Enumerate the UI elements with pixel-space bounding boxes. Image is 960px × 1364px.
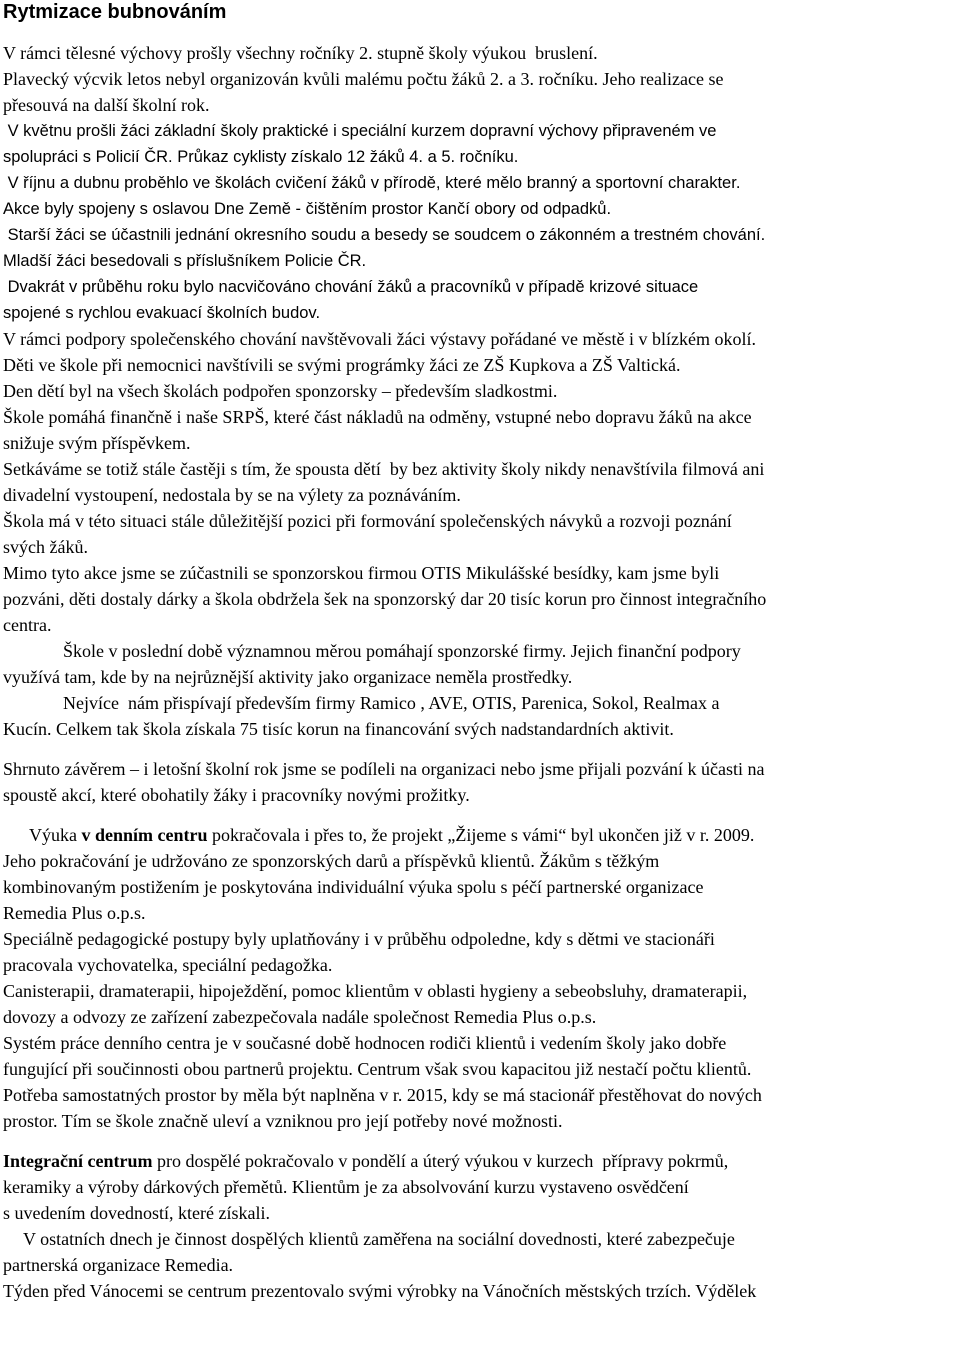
text-line: spolupráci s Policií ČR. Průkaz cyklisty získalo 12 žáků 4. a 5. ročníku. — [3, 148, 519, 166]
text-line: Integrační centrum pro dospělé pokračovalo v pondělí a úterý výukou v kurzech přípravy pokrmů, — [3, 1151, 729, 1171]
text-line: využívá tam, kde by na nejrůznější aktivity jako organizace neměla prostředky. — [3, 667, 573, 687]
text-line: V květnu prošli žáci základní školy praktické i speciální kurzem dopravní výchovy připraveném ve — [3, 122, 717, 140]
text-line: V ostatních dnech je činnost dospělých klientů zaměřena na sociální dovednosti, které zabezpečuje — [23, 1229, 735, 1249]
text-line: spojené s rychlou evakuací školních budov. — [3, 304, 321, 322]
text-line: V říjnu a dubnu proběhlo ve školách cvičení žáků v přírodě, které mělo branný a sportovní charakter. — [3, 174, 741, 192]
text-line: Mladší žáci besedovali s příslušníkem Policie ČR. — [3, 252, 367, 270]
text-line: Setkáváme se totiž stále častěji s tím, že spousta dětí by bez aktivity školy nikdy nenavštívila filmová ani — [3, 459, 765, 479]
text-line: pracovala vychovatelka, speciální pedagožka. — [3, 955, 333, 975]
document — [3, 0, 955, 1304]
text-line: spoustě akcí, které obohatily žáky i pracovníky novými prožitky. — [3, 785, 470, 805]
activities-section — [3, 326, 955, 808]
text-line: Nejvíce nám přispívají především firmy Ramico , AVE, OTIS, Parenica, Sokol, Realmax a — [63, 693, 720, 713]
text-line: Shrnuto závěrem – i letošní školní rok jsme se podíleli na organizaci nebo jsme přijali pozvání k účasti na — [3, 759, 765, 779]
text-line: partnerská organizace Remedia. — [3, 1255, 234, 1275]
text-line: Týden před Vánocemi se centrum prezentovalo svými výrobky na Vánočních městských trzích. Výdělek — [3, 1281, 757, 1301]
text-line: s uvedením dovedností, které získali. — [3, 1203, 270, 1223]
text-line: přesouvá na další školní rok. — [3, 95, 210, 115]
text-line: centra. — [3, 615, 52, 635]
text-line: Mimo tyto akce jsme se zúčastnili se sponzorskou firmou OTIS Mikulášské besídky, kam jsme byli — [3, 563, 720, 583]
text-line: Kucín. Celkem tak škola získala 75 tisíc korun na financování svých nadstandardních aktivit. — [3, 719, 674, 739]
text-line: Škole v poslední době významnou měrou pomáhají sponzorské firmy. Jejich finanční podpory — [63, 641, 741, 661]
text-line: Škole pomáhá finančně i naše SRPŠ, které část nákladů na odměny, vstupné nebo dopravu žáků na akce — [3, 407, 752, 427]
text-line: dovozy a odvozy ze zařízení zabezpečovala nadále společnost Remedia Plus o.p.s. — [3, 1007, 597, 1027]
text-line: pozváni, děti dostaly dárky a škola obdržela šek na sponzorský dar 20 tisíc korun pro činnost integračního — [3, 589, 767, 609]
sports-section — [3, 40, 955, 118]
text-line: Den dětí byl na všech školách podpořen sponzorsky – především sladkostmi. — [3, 381, 558, 401]
text-line: divadelní vystoupení, nedostala by se na výlety za poznáváním. — [3, 485, 461, 505]
text-line: prostor. Tím se škole značně uleví a vzniknou pro její potřeby nové možnosti. — [3, 1111, 563, 1131]
text-line: Jeho pokračování je udržováno ze sponzorských darů a příspěvků klientů. Žákům s těžkým — [3, 851, 660, 871]
text-line: kombinovaným postižením je poskytována individuální výuka spolu s péčí partnerské organizace — [3, 877, 704, 897]
text-line: fungující při součinnosti obou partnerů projektu. Centrum však svou kapacitou již nestačí počtu klientů. — [3, 1059, 752, 1079]
text-line: Speciálně pedagogické postupy byly uplatňovány i v průběhu odpoledne, kdy s dětmi ve stacionáři — [3, 929, 715, 949]
traffic-section — [3, 118, 955, 326]
text-line: keramiky a výroby dárkových přemětů. Klientům je za absolvování kurzu vystaveno osvědčení — [3, 1177, 689, 1197]
document-title: Rytmizace bubnováním — [3, 1, 227, 23]
text-line: Děti ve škole při nemocnici navštívili se svými prográmky žáci ze ZŠ Kupkova a ZŠ Valtická. — [3, 355, 681, 375]
day-center-section — [3, 822, 955, 1134]
text-line: Starší žáci se účastnili jednání okresního soudu a besedy se soudcem o zákonném a trestném chování. — [3, 226, 766, 244]
text-line: V rámci tělesné výchovy prošly všechny ročníky 2. stupně školy výukou bruslení. — [3, 43, 598, 63]
text-line: Remedia Plus o.p.s. — [3, 903, 146, 923]
text-line: Akce byly spojeny s oslavou Dne Země - čištěním prostor Kančí obory od odpadků. — [3, 200, 612, 218]
text-line: Dvakrát v průběhu roku bylo nacvičováno chování žáků a pracovníků v případě krizové situace — [3, 278, 699, 296]
text-line: Canisterapii, dramaterapii, hipoježdění, pomoc klientům v oblasti hygieny a sebeobsluhy, dramaterapii, — [3, 981, 748, 1001]
integration-center-section — [3, 1148, 955, 1304]
day-center-label: v denním centru — [81, 825, 208, 845]
text-line: snižuje svým příspěvkem. — [3, 433, 191, 453]
text-line: Plavecký výcvik letos nebyl organizován kvůli malému počtu žáků 2. a 3. ročníku. Jeho realizace se — [3, 69, 724, 89]
integration-center-label: Integrační centrum — [3, 1151, 153, 1171]
text-line: Výuka v denním centru pokračovala i přes to, že projekt „Žijeme s vámi“ byl ukončen již v r. 2009. — [29, 825, 755, 845]
text-line: Škola má v této situaci stále důležitější pozici při formování společenských návyků a rozvoji poznání — [3, 511, 732, 531]
text-line: Potřeba samostatných prostor by měla být naplněna v r. 2015, kdy se má stacionář přestěhovat do nových — [3, 1085, 762, 1105]
text-line: svých žáků. — [3, 537, 88, 557]
text-line: V rámci podpory společenského chování navštěvovali žáci výstavy pořádané ve městě i v blízkém okolí. — [3, 329, 756, 349]
text-line: Systém práce denního centra je v současné době hodnocen rodiči klientů i vedením školy jako dobře — [3, 1033, 727, 1053]
